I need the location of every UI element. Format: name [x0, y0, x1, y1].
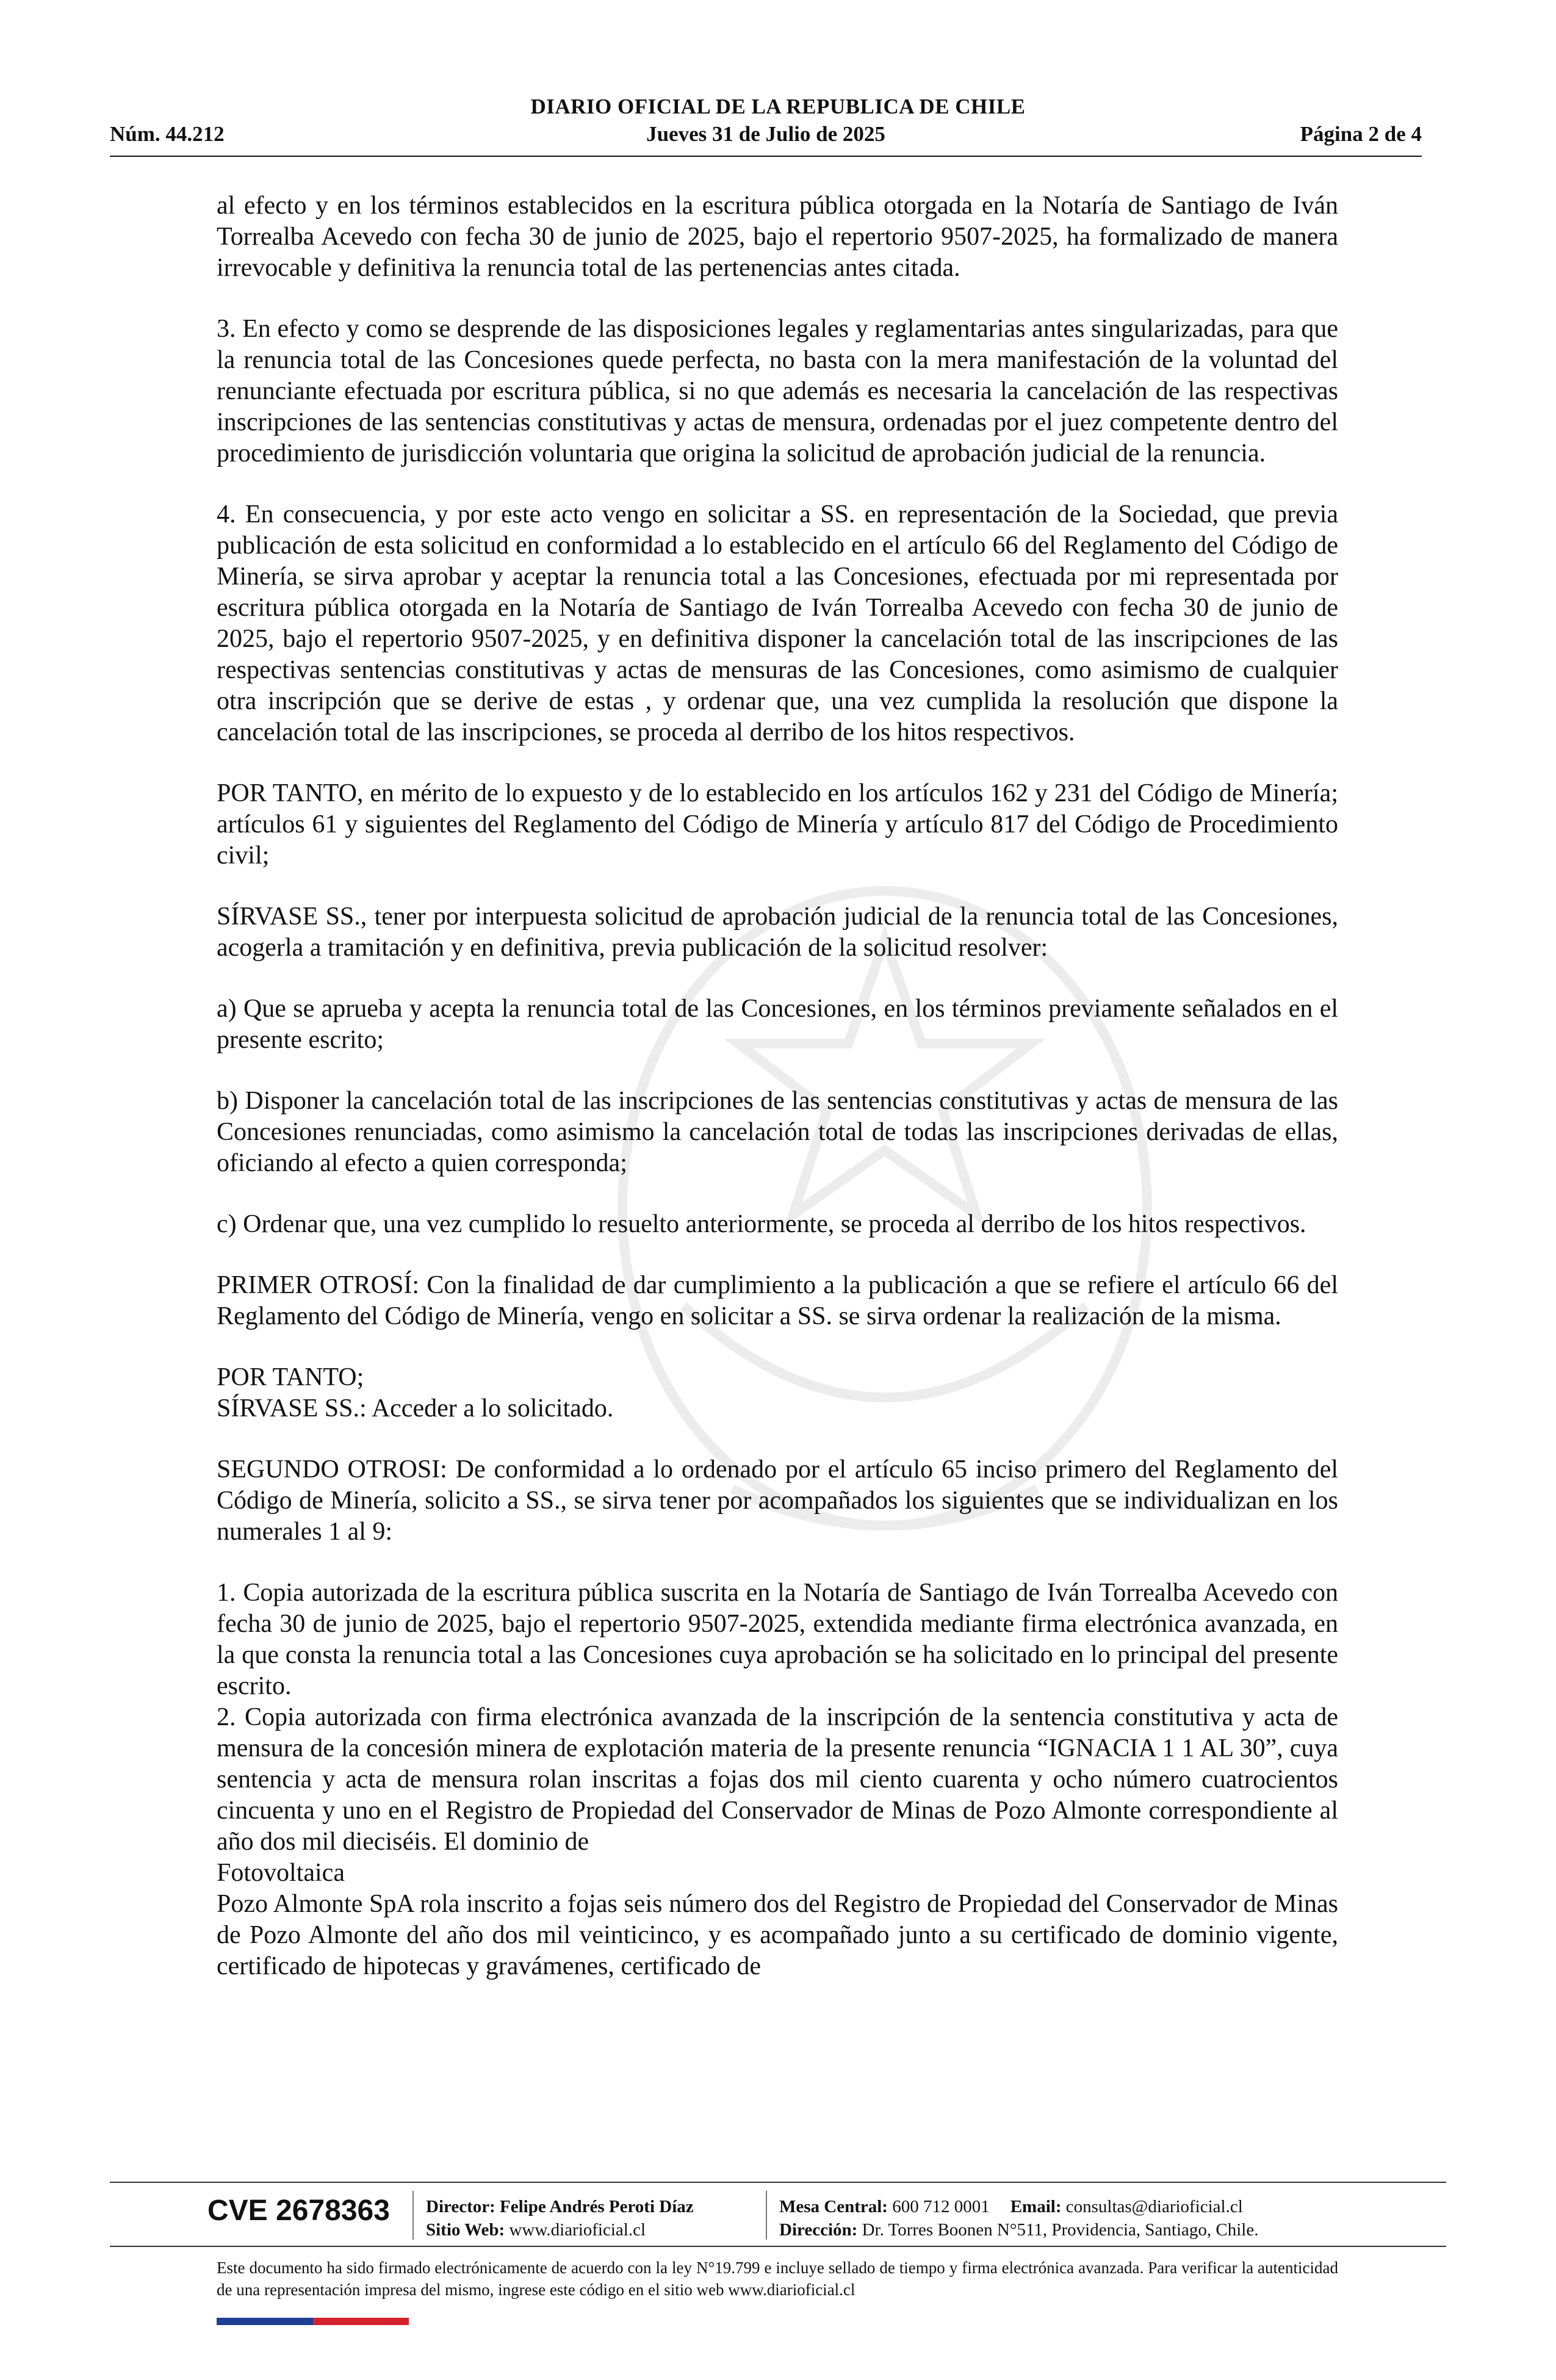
- paragraph: SÍRVASE SS.: Acceder a lo solicitado.: [217, 1394, 614, 1423]
- issue-number: Núm. 44.212: [110, 122, 225, 146]
- paragraph: SÍRVASE SS., tener por interpuesta solicitud de aprobación judicial de la renuncia total de las Concesiones, acogerla a tramitación y en definitiva, previa publicación de la solicitud resolver:: [217, 903, 1338, 962]
- director-name: Felipe Andrés Peroti Díaz: [500, 2197, 694, 2216]
- newspaper-title: DIARIO OFICIAL DE LA REPUBLICA DE CHILE: [530, 95, 1026, 118]
- paragraph: al efecto y en los términos establecidos en la escritura pública otorgada en la Notaría de Santiago de Iván Torrealba Acevedo con fecha 30 de junio de 2025, bajo el repertorio 9507-2025, ha formalizado de manera irrevocable y definitiva la renuncia total de las pertenencias antes citada.: [217, 192, 1338, 282]
- mesa-phone: 600 712 0001: [892, 2197, 990, 2216]
- website-link[interactable]: www.diarioficial.cl: [509, 2220, 646, 2240]
- paragraph: c) Ordenar que, una vez cumplido lo resuelto anteriormente, se proceda al derribo de los hitos respectivos.: [217, 1210, 1306, 1238]
- director-label: Director:: [426, 2197, 495, 2216]
- footer-director-block: [426, 2195, 694, 2241]
- website-label: Sitio Web:: [426, 2220, 505, 2240]
- paragraph: Pozo Almonte SpA rola inscrito a fojas seis número dos del Registro de Propiedad del Conservador de Minas de Pozo Almonte del año dos mil veinticinco, y es acompañado junto a su certificado de dominio vigente, certificado de hipotecas y gravámenes, certificado de: [217, 1890, 1338, 1980]
- footer-separator: [412, 2191, 414, 2240]
- paragraph: 3. En efecto y como se desprende de las disposiciones legales y reglamentarias antes singularizadas, para que la renuncia total de las Concesiones quede perfecta, no basta con la mera manifestación de la voluntad del renunciante efectuada por escritura pública, si no que además es necesaria la cancelación de las respectivas inscripciones de las sentencias constitutivas y actas de mensura, ordenadas por el juez competente dentro del procedimiento de jurisdicción voluntaria que origina la solicitud de aprobación judicial de la renuncia.: [217, 315, 1338, 467]
- mesa-label: Mesa Central:: [779, 2197, 888, 2216]
- paragraph: 4. En consecuencia, y por este acto vengo en solicitar a SS. en representación de la Sociedad, que previa publicación de esta solicitud en conformidad a lo establecido en el artículo 66 del Reglamento del Código de Minería, se sirva aprobar y aceptar la renuncia total a las Concesiones, efectuada por mi representada por escritura pública otorgada en la Notaría de Santiago de Iván Torrealba Acevedo con fecha 30 de junio de 2025, bajo el repertorio 9507-2025, y en definitiva disponer la cancelación total de las inscripciones de las respectivas sentencias constitutivas y actas de mensuras de las Concesiones, como asimismo de cualquier otra inscripción que se derive de estas , y ordenar que, una vez cumplida la resolución que dispone la cancelación total de las inscripciones, se proceda al derribo de los hitos respectivos.: [217, 500, 1338, 746]
- paragraph: SEGUNDO OTROSI: De conformidad a lo ordenado por el artículo 65 inciso primero del Reglamento del Código de Minería, solicito a SS., se sirva tener por acompañados los siguientes que se individualizan en los numerales 1 al 9:: [217, 1455, 1338, 1546]
- email-link[interactable]: consultas@diarioficial.cl: [1065, 2197, 1243, 2216]
- paragraph: POR TANTO;: [217, 1363, 364, 1391]
- header-row: [110, 122, 1422, 151]
- flag-stripe-blue: [217, 2318, 313, 2325]
- paragraph: POR TANTO, en mérito de lo expuesto y de lo establecido en los artículos 162 y 231 del Código de Minería; artículos 61 y siguientes del Reglamento del Código de Minería y artículo 817 del Código de Procedimiento civil;: [217, 779, 1338, 870]
- footer-divider-bottom: [110, 2246, 1446, 2247]
- cve-code: CVE 2678363: [207, 2194, 390, 2227]
- address-value: Dr. Torres Boonen N°511, Providencia, Santiago, Chile.: [862, 2220, 1259, 2240]
- header-divider: [110, 156, 1422, 157]
- document-body: [217, 190, 1338, 1982]
- list-item: 2. Copia autorizada con firma electrónica avanzada de la inscripción de la sentencia constitutiva y acta de mensura de la concesión minera de explotación materia de la presente renuncia “IGNACIA 1 1 AL 30”, cuya sentencia y acta de mensura rolan inscritas a fojas dos mil ciento cuarenta y ocho número cuatrocientos cincuenta y uno en el Registro de Propiedad del Conservador de Minas de Pozo Almonte correspondiente al año dos mil dieciséis. El dominio de: [217, 1703, 1338, 1856]
- footer-divider-top: [110, 2182, 1446, 2183]
- paragraph: PRIMER OTROSÍ: Con la finalidad de dar cumplimiento a la publicación a que se refiere el artículo 66 del Reglamento del Código de Minería, vengo en solicitar a SS. se sirva ordenar la realización de la misma.: [217, 1271, 1338, 1330]
- paragraph: Fotovoltaica: [217, 1859, 345, 1887]
- issue-date: Jueves 31 de Julio de 2025: [646, 122, 885, 146]
- list-item: 1. Copia autorizada de la escritura pública suscrita en la Notaría de Santiago de Iván Torrealba Acevedo con fecha 30 de junio de 2025, bajo el repertorio 9507-2025, extendida mediante firma electrónica avanzada, en la que consta la renuncia total a las Concesiones cuya aprobación se ha solicitado en lo principal del presente escrito.: [217, 1579, 1338, 1700]
- address-label: Dirección:: [779, 2220, 858, 2240]
- footer-separator: [766, 2191, 767, 2240]
- page-indicator: Página 2 de 4: [1300, 122, 1422, 146]
- legal-note: Este documento ha sido firmado electrónicamente de acuerdo con la ley N°19.799 e incluye sellado de tiempo y firma electrónica avanzada. Para verificar la autenticidad de una representación impresa del mismo, ingrese este código en el sitio web www.diarioficial.cl: [217, 2259, 1338, 2299]
- flag-stripe-red: [313, 2318, 409, 2325]
- footer-contact-block: [779, 2195, 1258, 2241]
- paragraph: a) Que se aprueba y acepta la renuncia total de las Concesiones, en los términos previamente señalados en el presente escrito;: [217, 995, 1338, 1054]
- email-label: Email:: [1010, 2197, 1062, 2216]
- paragraph: b) Disponer la cancelación total de las inscripciones de las sentencias constitutivas y actas de mensura de las Concesiones renunciadas, como asimismo la cancelación total de todas las inscripciones derivadas de ellas, oficiando al efecto a quien corresponda;: [217, 1087, 1338, 1177]
